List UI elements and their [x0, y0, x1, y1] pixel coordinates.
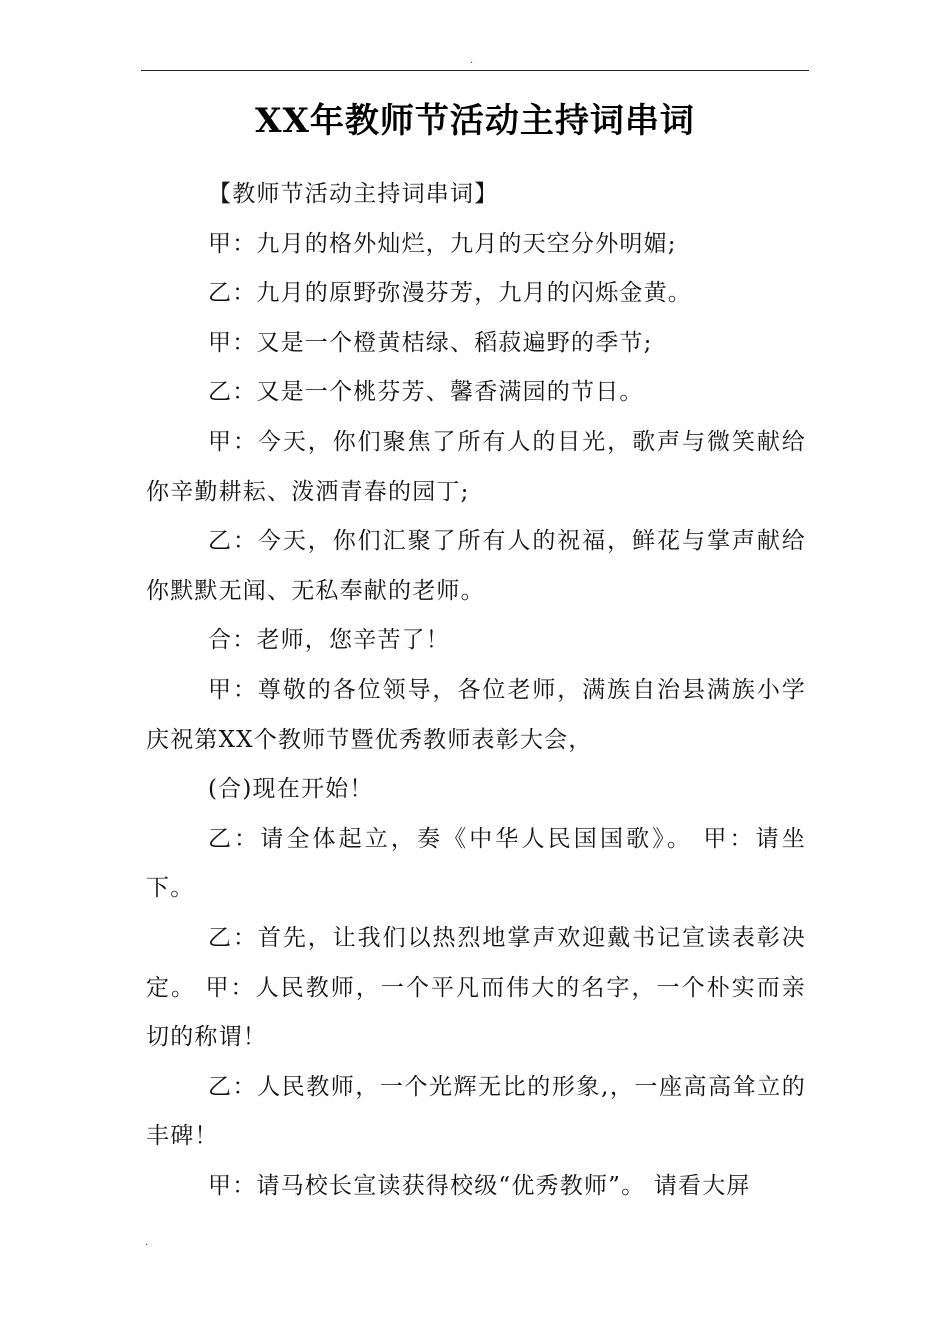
paragraph: 甲：尊敬的各位领导，各位老师，满族自治县满族小学庆祝第XX个教师节暨优秀教师表彰大会， — [146, 676, 806, 753]
paragraph: 乙：人民教师，一个光辉无比的形象,，一座高高耸立的丰碑！ — [146, 1073, 806, 1150]
paragraph: 甲：今天，你们聚焦了所有人的目光，歌声与微笑献给你辛勤耕耘、泼洒青春的园丁; — [146, 428, 806, 505]
header-rule — [141, 70, 809, 71]
paragraph: 甲：又是一个橙黄桔绿、稻菽遍野的季节; — [208, 329, 653, 356]
paragraph: 甲：请马校长宣读获得校级“优秀教师”。 请看大屏 — [208, 1172, 751, 1199]
paragraph: (合)现在开始！ — [208, 776, 374, 803]
document-title: XX年教师节活动主持词串词 — [255, 101, 695, 141]
footer-mark: . — [145, 1237, 149, 1248]
paragraph: 乙：又是一个桃芬芳、馨香满园的节日。 — [208, 379, 644, 406]
paragraph: 甲：九月的格外灿烂，九月的天空分外明媚; — [208, 230, 677, 257]
paragraph: 乙：九月的原野弥漫芬芳，九月的闪烁金黄。 — [208, 280, 692, 307]
paragraph: 乙：首先，让我们以热烈地掌声欢迎戴书记宣读表彰决定。 甲：人民教师，一个平凡而伟大的名字，一个朴实而亲切的称谓！ — [146, 924, 806, 1051]
paragraph: 乙：请全体起立，奏《中华人民国国歌》。 甲：请坐下。 — [146, 825, 806, 902]
paragraph: 合：老师，您辛苦了！ — [208, 627, 450, 654]
paragraph: 【教师节活动主持词串词】 — [208, 181, 499, 207]
header-mark: . — [470, 55, 474, 66]
document-body — [146, 170, 806, 1211]
paragraph: 乙：今天，你们汇聚了所有人的祝福，鲜花与掌声献给你默默无闻、无私奉献的老师。 — [146, 528, 806, 604]
